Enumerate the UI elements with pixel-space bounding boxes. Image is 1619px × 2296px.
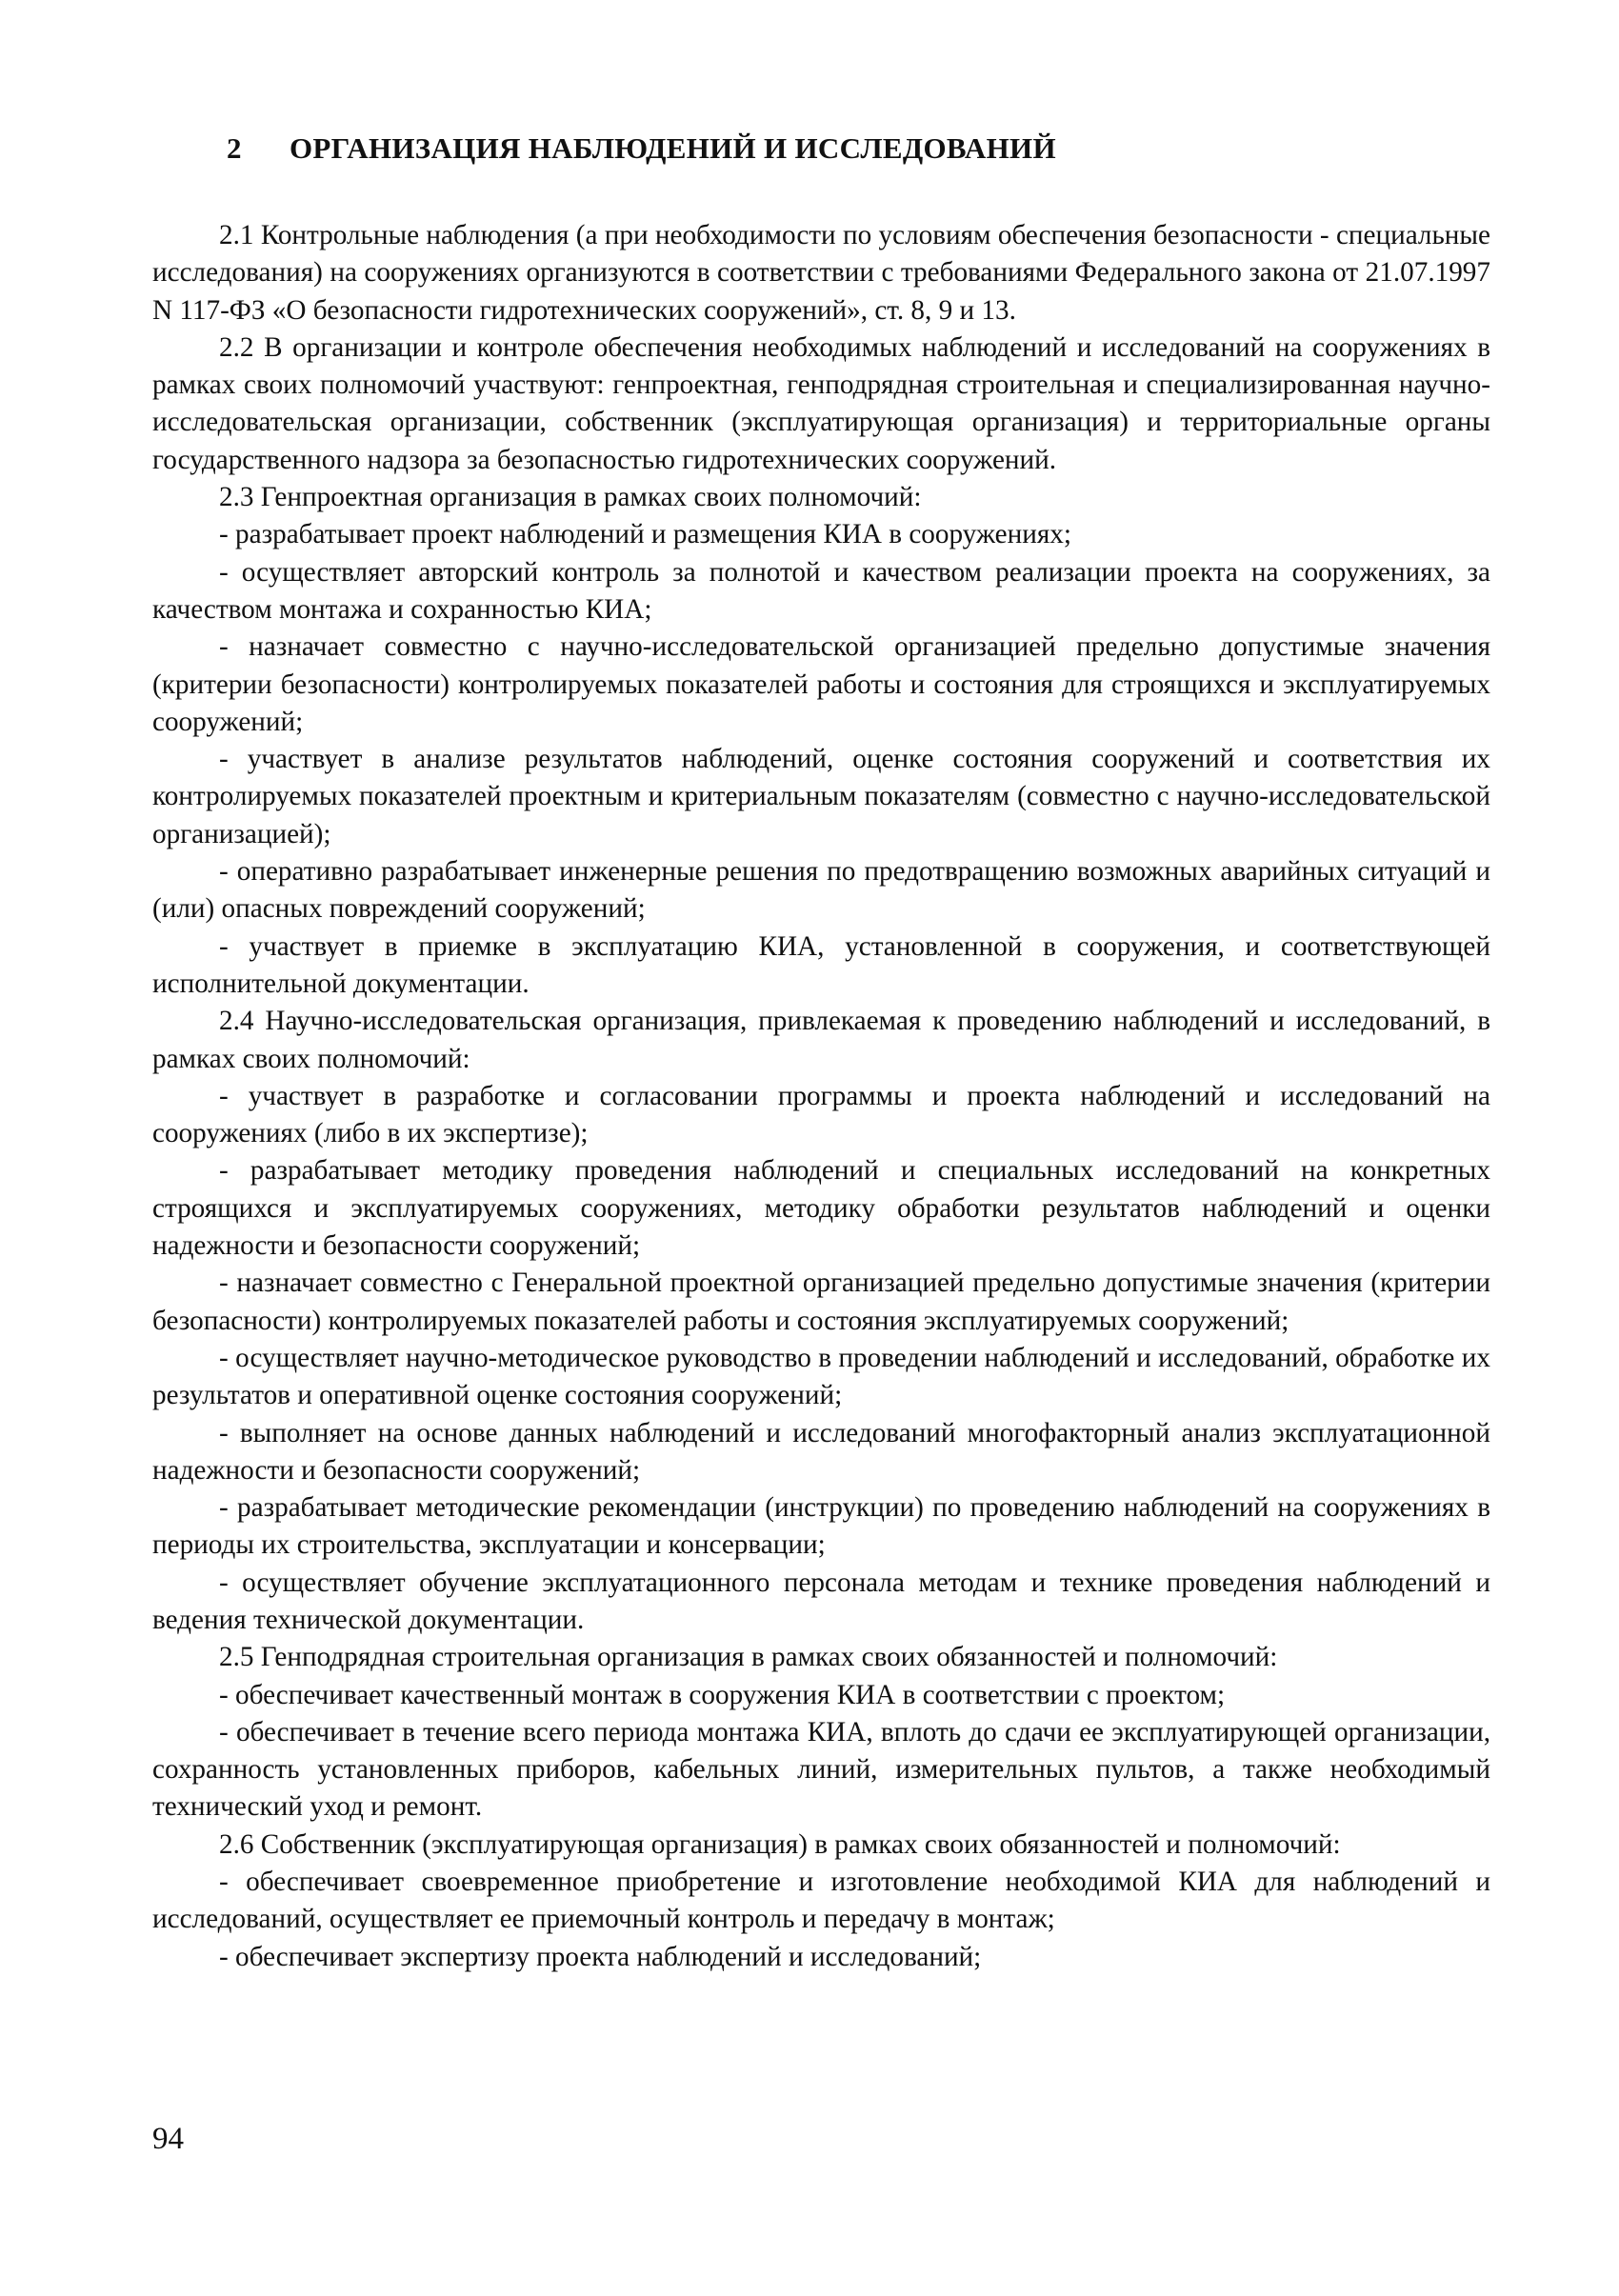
- paragraph-2-5: 2.5 Генподрядная строительная организация в рамках своих обязанностей и полномочий:: [219, 1642, 1278, 1673]
- list-item: - разрабатывает проект наблюдений и размещения КИА в сооружениях;: [219, 519, 1071, 550]
- list-item: - разрабатывает методику проведения наблюдений и специальных исследований на конкретных строящихся и эксплуатируемых сооружениях, методику обработки результатов наблюдений и оценки надежности и безопасности сооружений;: [152, 1155, 1490, 1262]
- list-item: - осуществляет научно-методическое руководство в проведении наблюдений и исследований, обработке их результатов и оперативной оценке состояния сооружений;: [152, 1342, 1490, 1411]
- list-item: - выполняет на основе данных наблюдений и исследований многофакторный анализ эксплуатационной надежности и безопасности сооружений;: [152, 1417, 1490, 1486]
- paragraph-2-1: 2.1 Контрольные наблюдения (а при необходимости по условиям обеспечения безопасности - специальные исследования) на сооружениях организуются в соответствии с требованиями Федерального закона от 21.07.1997 N 117-ФЗ «О безопасности гидротехнических сооружений», ст. 8, 9 и 13.: [152, 220, 1490, 326]
- list-item: - участвует в анализе результатов наблюдений, оценке состояния сооружений и соответствия их контролируемых показателей проектным и критериальным показателям (совместно с научно-исследовательской организацией);: [152, 744, 1490, 849]
- list-item: - участвует в приемке в эксплуатацию КИА, установленной в сооружения, и соответствующей исполнительной документации.: [152, 930, 1490, 999]
- list-item: - обеспечивает своевременное приобретение и изготовление необходимой КИА для наблюдений и исследований, осуществляет ее приемочный контроль и передачу в монтаж;: [152, 1867, 1490, 1935]
- list-item: - оперативно разрабатывает инженерные решения по предотвращению возможных аварийных ситуаций и (или) опасных повреждений сооружений;: [152, 856, 1490, 925]
- page-number: 94: [152, 2122, 184, 2156]
- list-item: - обеспечивает экспертизу проекта наблюдений и исследований;: [219, 1941, 982, 1972]
- list-item: - обеспечивает качественный монтаж в сооружения КИА в соответствии с проектом;: [219, 1679, 1226, 1710]
- list-item: - назначает совместно с научно-исследовательской организацией предельно допустимые значения (критерии безопасности) контролируемых показателей работы и состояния для строящихся и эксплуатируемых сооружений;: [152, 631, 1490, 737]
- paragraph-2-2: 2.2 В организации и контроле обеспечения необходимых наблюдений и исследований на сооружениях в рамках своих полномочий участвуют: генпроектная, генподрядная строительная и специализированная научно-исследовательская организации, собственник (эксплуатирующая организация) и территориальные органы государственного надзора за безопасностью гидротехнических сооружений.: [152, 331, 1490, 475]
- list-item: - назначает совместно с Генеральной проектной организацией предельно допустимые значения (критерии безопасности) контролируемых показателей работы и состояния эксплуатируемых сооружений;: [152, 1268, 1490, 1336]
- paragraph-2-6: 2.6 Собственник (эксплуатирующая организация) в рамках своих обязанностей и полномочий:: [219, 1828, 1341, 1860]
- section-number: 2: [227, 131, 242, 165]
- list-item: - осуществляет обучение эксплуатационного персонала методам и технике проведения наблюдений и ведения технической документации.: [152, 1567, 1490, 1635]
- list-item: - осуществляет авторский контроль за полнотой и качеством реализации проекта на сооружениях, за качеством монтажа и сохранностью КИА;: [152, 556, 1490, 625]
- section-heading: [227, 131, 1056, 166]
- list-item: - разрабатывает методические рекомендации (инструкции) по проведению наблюдений на сооружениях в периоды их строительства, эксплуатации и консервации;: [152, 1492, 1490, 1561]
- body-text: [152, 217, 1490, 1976]
- list-item: - участвует в разработке и согласовании программы и проекта наблюдений и исследований на сооружениях (либо в их экспертизе);: [152, 1080, 1490, 1149]
- section-title: ОРГАНИЗАЦИЯ НАБЛЮДЕНИЙ И ИССЛЕДОВАНИЙ: [290, 131, 1056, 165]
- paragraph-2-3: 2.3 Генпроектная организация в рамках своих полномочий:: [219, 482, 922, 513]
- paragraph-2-4: 2.4 Научно-исследовательская организация, привлекаемая к проведению наблюдений и исследований, в рамках своих полномочий:: [152, 1006, 1490, 1074]
- list-item: - обеспечивает в течение всего периода монтажа КИА, вплоть до сдачи ее эксплуатирующей организации, сохранность установленных приборов, кабельных линий, измерительных пультов, а также необходимый технический уход и ремонт.: [152, 1716, 1490, 1823]
